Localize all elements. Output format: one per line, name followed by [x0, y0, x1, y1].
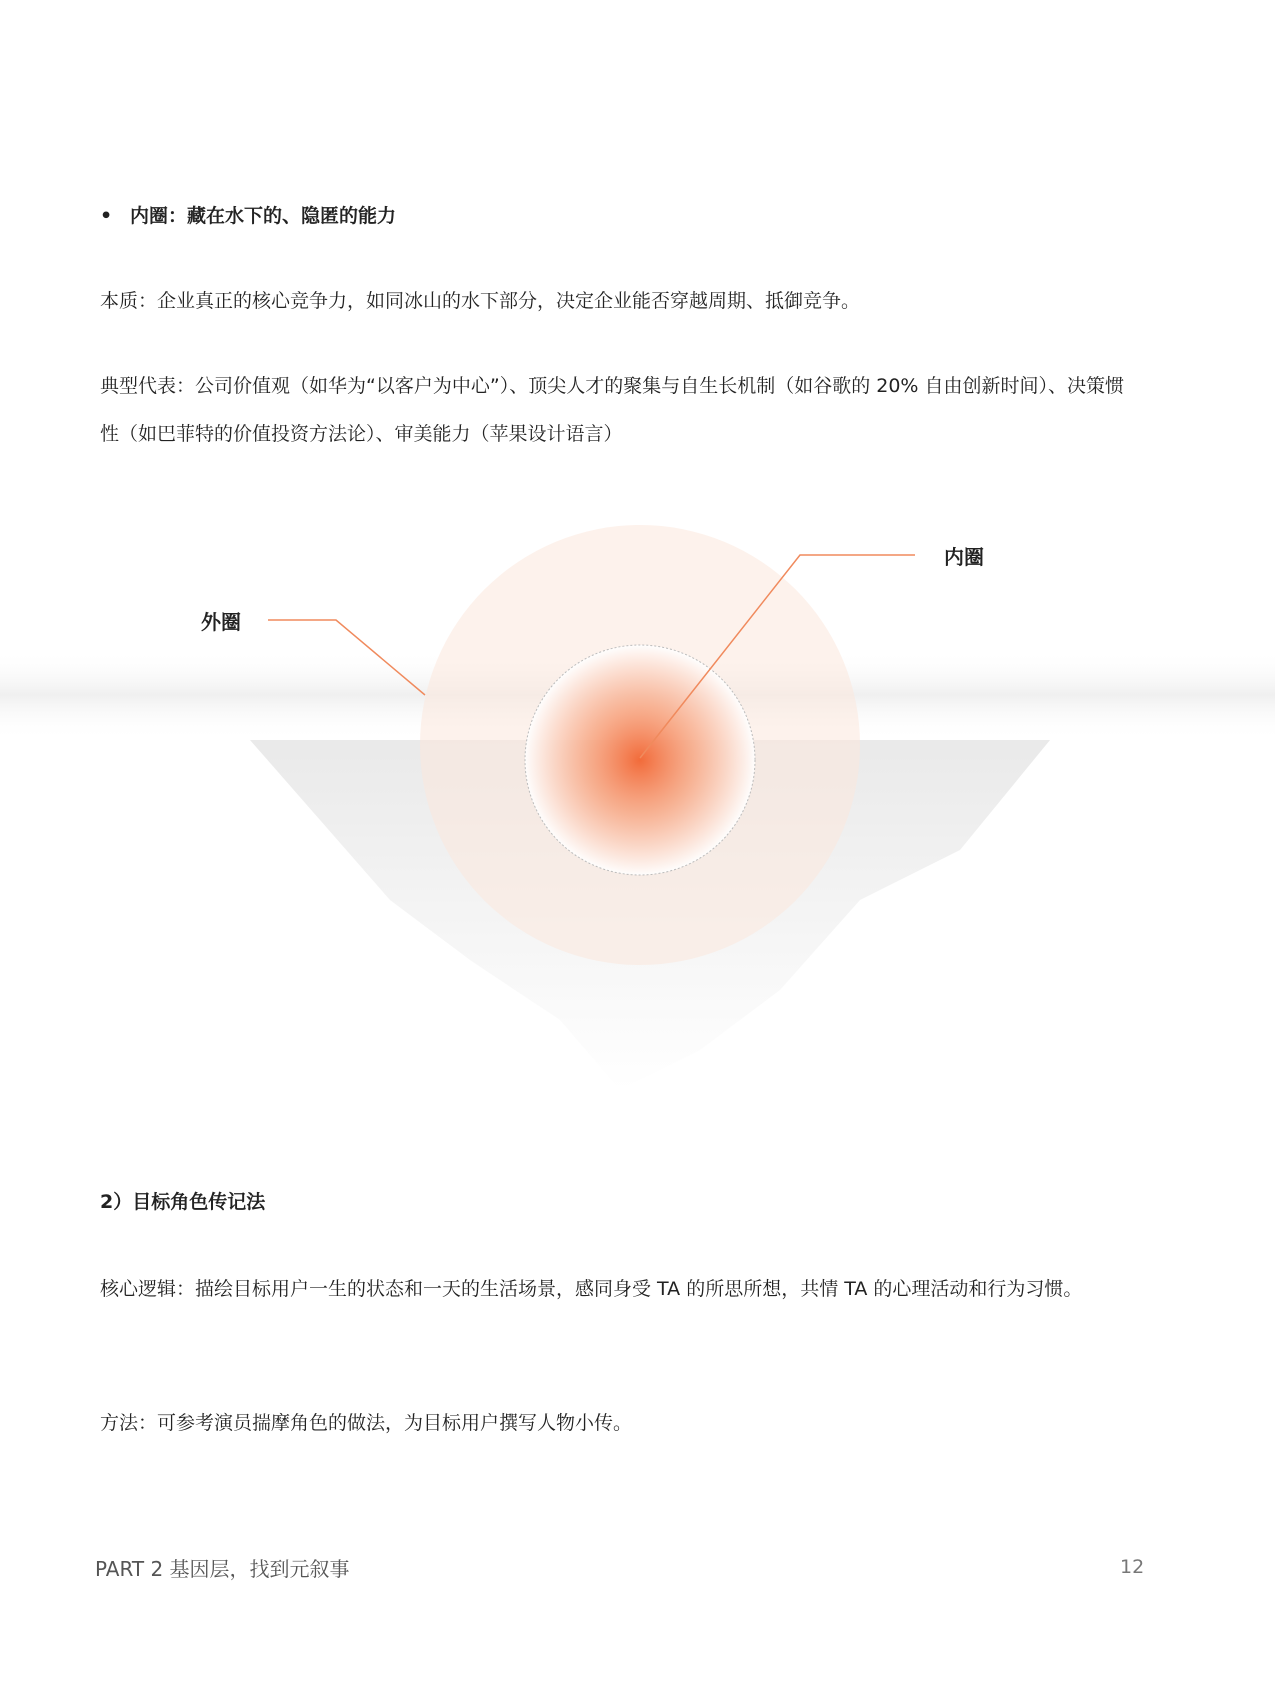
- iceberg-circle-diagram: [0, 520, 1275, 1120]
- logic-paragraph: 核心逻辑：描绘目标用户一生的状态和一天的生活场景，感同身受 TA 的所思所想，共情 TA 的心理活动和行为习惯。: [100, 1278, 1083, 1300]
- inner-circle-label: 内圈: [944, 545, 984, 569]
- method-paragraph: 方法：可参考演员揣摩角色的做法，为目标用户撰写人物小传。: [100, 1412, 633, 1434]
- page-number: 12: [1120, 1556, 1145, 1578]
- outer-circle-label: 外圈: [201, 610, 241, 634]
- method-heading: 2）目标角色传记法: [100, 1191, 266, 1213]
- examples-paragraph: 典型代表：公司价值观（如华为“以客户为中心”）、顶尖人才的聚集与自生长机制（如谷歌的 20% 自由创新时间）、决策惯性（如巴菲特的价值投资方法论）、审美能力（苹果设计语言）: [100, 375, 1124, 445]
- essence-paragraph: 本质：企业真正的核心竞争力，如同冰山的水下部分，决定企业能否穿越周期、抵御竞争。: [100, 290, 861, 312]
- iceberg-illustration: [0, 520, 1275, 1120]
- inner-circle: [525, 645, 755, 875]
- footer-part-title: PART 2 基因层，找到元叙事: [95, 1557, 350, 1581]
- inner-circle-heading: [100, 192, 396, 240]
- inner-circle-heading-text: 内圈：藏在水下的、隐匿的能力: [130, 205, 397, 227]
- bullet-icon: •: [100, 205, 113, 227]
